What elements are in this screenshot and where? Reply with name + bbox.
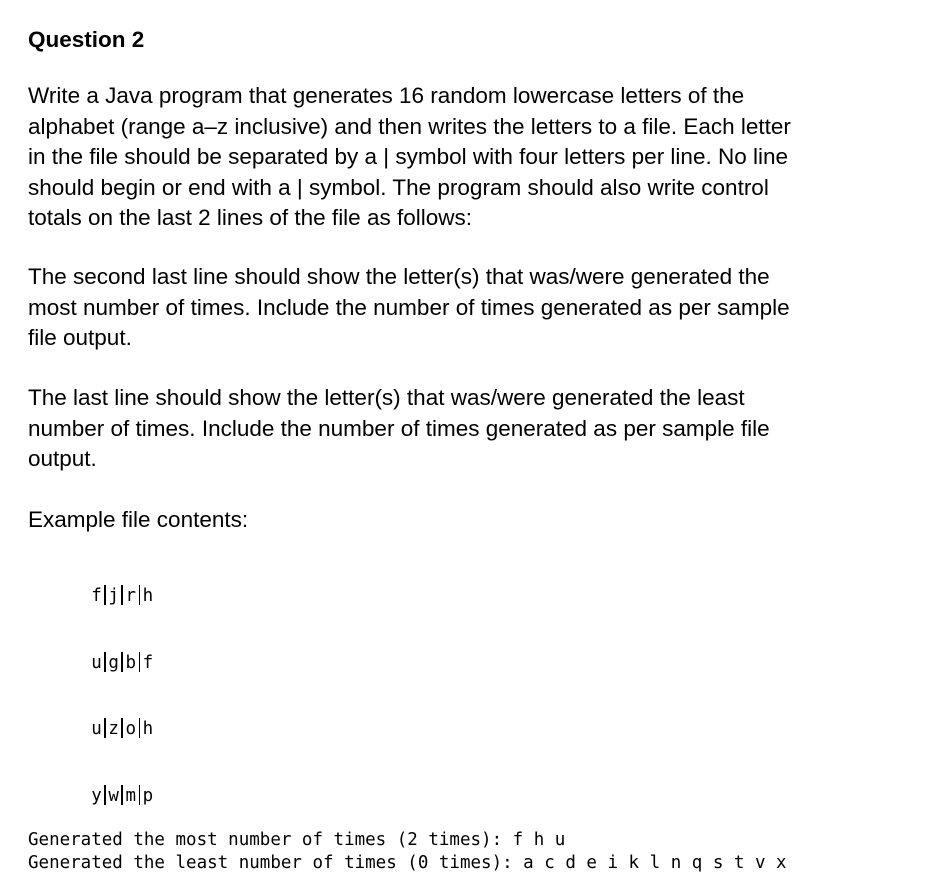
letter: z [108,719,119,740]
pipe-separator [104,652,105,672]
pipe-separator [104,585,105,605]
letter: w [108,786,119,807]
letter-row [28,763,787,830]
paragraph-line: should begin or end with a | symbol. The program should also write control [28,174,769,200]
letter: g [108,652,119,673]
paragraph-line: alphabet (range a–z inclusive) and then writes the letters to a file. Each letter [28,113,791,139]
letter: u [91,652,102,673]
letter: f [142,652,154,673]
last-line-paragraph [28,383,928,475]
pipe-separator [121,718,122,738]
letter: m [125,786,137,807]
pipe-separator [139,718,140,738]
letter: u [91,719,102,740]
letter: f [91,586,102,607]
second-last-line-paragraph [28,262,928,354]
paragraph-line: most number of times. Include the number of times generated as per sample [28,294,790,320]
letter: h [142,586,154,607]
least-generated-line: Generated the least number of times (0 times): a c d e i k l n q s t v x [28,852,787,873]
letter-row [28,696,787,763]
pipe-separator [139,652,140,672]
paragraph-line: totals on the last 2 lines of the file as follows: [28,205,472,230]
paragraph-line: file output. [28,325,132,350]
example-file-contents [28,563,787,874]
letter-row [28,630,787,697]
paragraph-line: output. [28,446,97,471]
pipe-separator [139,785,140,805]
most-generated-line: Generated the most number of times (2 times): f h u [28,830,566,851]
letter: r [125,586,137,607]
pipe-separator [121,652,122,672]
paragraph-line: The second last line should show the letter(s) that was/were generated the [28,264,770,289]
letter: j [108,586,119,607]
letter: p [142,786,154,807]
paragraph-line: in the file should be separated by a | symbol with four letters per line. No line [28,144,789,169]
question-heading: Question 2 [28,27,145,52]
paragraph-line: The last line should show the letter(s) that was/were generated the least [28,385,745,410]
letter: y [91,786,102,807]
pipe-separator [139,585,140,605]
example-label [28,505,928,536]
pipe-separator [104,718,105,738]
paragraph-line: number of times. Include the number of times generated as per sample file [28,415,770,441]
example-label-text: Example file contents: [28,507,249,532]
letter: h [142,719,154,740]
letter-row [28,563,787,630]
instructions-paragraph [28,81,928,234]
paragraph-line: Write a Java program that generates 16 random lowercase letters of the [28,83,745,108]
letter: b [125,652,137,673]
pipe-separator [104,785,105,805]
pipe-separator [121,585,122,605]
letter: o [125,719,137,740]
pipe-separator [121,785,122,805]
